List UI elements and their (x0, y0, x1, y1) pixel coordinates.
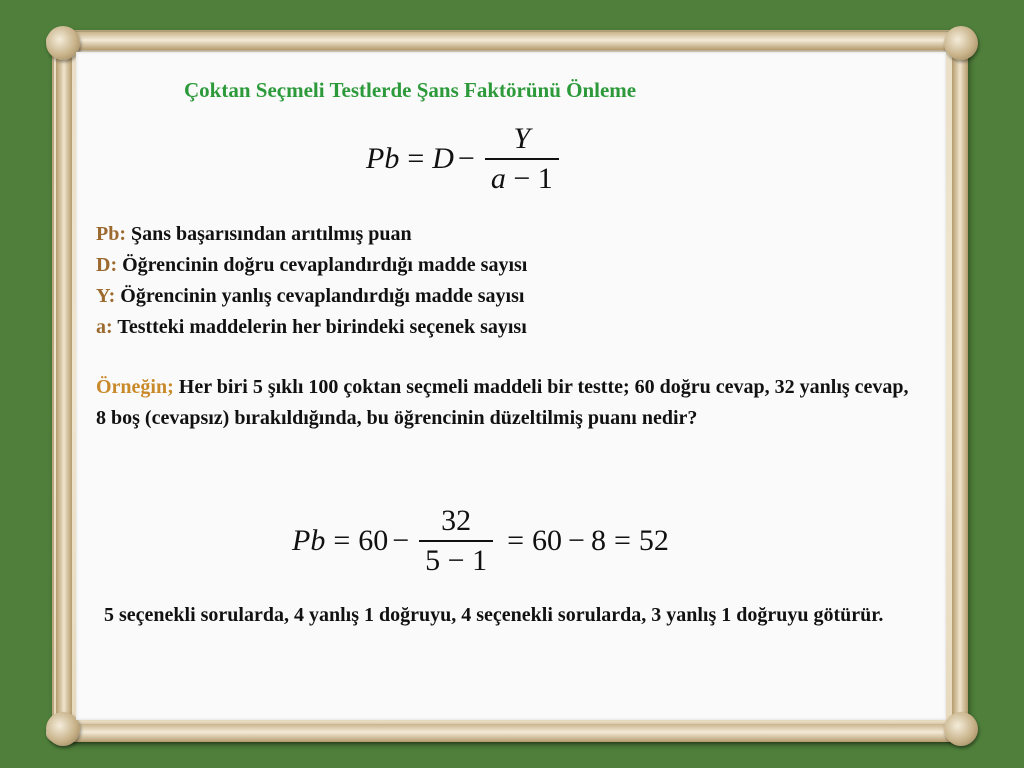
definition-text: Testteki maddelerin her birindeki seçenek sayısı (117, 316, 527, 338)
formula-equals: = (407, 142, 425, 175)
formula-fraction (485, 120, 559, 198)
example-key: Örneğin; (96, 376, 174, 398)
example-paragraph (96, 372, 916, 434)
solution-result: 52 (638, 524, 669, 557)
formula-den-one: 1 (537, 162, 553, 195)
scroll-curl-bottom-right (944, 712, 978, 746)
solution-term-c: 8 (590, 524, 606, 557)
solution-denominator: 5 − 1 (425, 544, 488, 577)
formula-lhs: Pb (366, 142, 400, 175)
definition-text: Öğrencinin yanlış cevaplandırdığı madde sayısı (120, 285, 525, 307)
scroll-curl-bottom-left (46, 712, 80, 746)
formula-solution (292, 502, 669, 580)
solution-equals-1: = (333, 524, 351, 557)
solution-equals-2: = (507, 524, 525, 557)
formula-denominator (485, 160, 559, 198)
scroll-roll-top (46, 32, 974, 50)
solution-term-b: 60 (532, 524, 563, 557)
solution-term-a: 60 (358, 524, 389, 557)
formula-numerator: Y (513, 122, 531, 155)
solution-numerator: 32 (441, 504, 472, 537)
scroll-roll-left (56, 40, 72, 734)
scroll-curl-top-left (46, 26, 80, 60)
definition-key: D: (96, 254, 118, 276)
slide-title: Çoktan Seçmeli Testlerde Şans Faktörünü Önleme (184, 78, 637, 102)
scroll-roll-right (952, 40, 968, 734)
definition-text: Öğrencinin doğru cevaplandırdığı madde sayısı (122, 254, 528, 276)
definition-row (96, 281, 527, 312)
definition-key: Y: (96, 285, 116, 307)
scroll-roll-bottom (46, 724, 974, 742)
solution-fraction (419, 502, 493, 580)
formula-d: D (432, 142, 454, 175)
solution-minus-2: − (568, 524, 585, 557)
formula-general (366, 120, 565, 198)
definition-row (96, 312, 527, 343)
definitions-list (96, 219, 527, 343)
definition-row (96, 250, 527, 281)
note-paragraph: 5 seçenekli sorularda, 4 yanlış 1 doğruyu, 4 seçenekli sorularda, 3 yanlış 1 doğruyu götürür. (104, 604, 884, 626)
solution-minus-1: − (392, 524, 410, 557)
definition-key: a: (96, 316, 113, 338)
definition-row (96, 219, 527, 250)
solution-lhs: Pb (292, 524, 326, 557)
example-text: Her biri 5 şıklı 100 çoktan seçmeli maddeli bir testte; 60 doğru cevap, 32 yanlış cevap, 8 boş (cevapsız) bırakıldığında, bu öğrencinin düzeltilmiş puanı nedir? (96, 376, 909, 429)
scroll-curl-top-right (944, 26, 978, 60)
formula-minus: − (457, 142, 475, 175)
formula-den-minus: − (513, 162, 531, 195)
formula-den-a: a (490, 162, 506, 195)
solution-equals-3: = (613, 524, 631, 557)
definition-key: Pb: (96, 223, 126, 245)
definition-text: Şans başarısından arıtılmış puan (131, 223, 412, 245)
